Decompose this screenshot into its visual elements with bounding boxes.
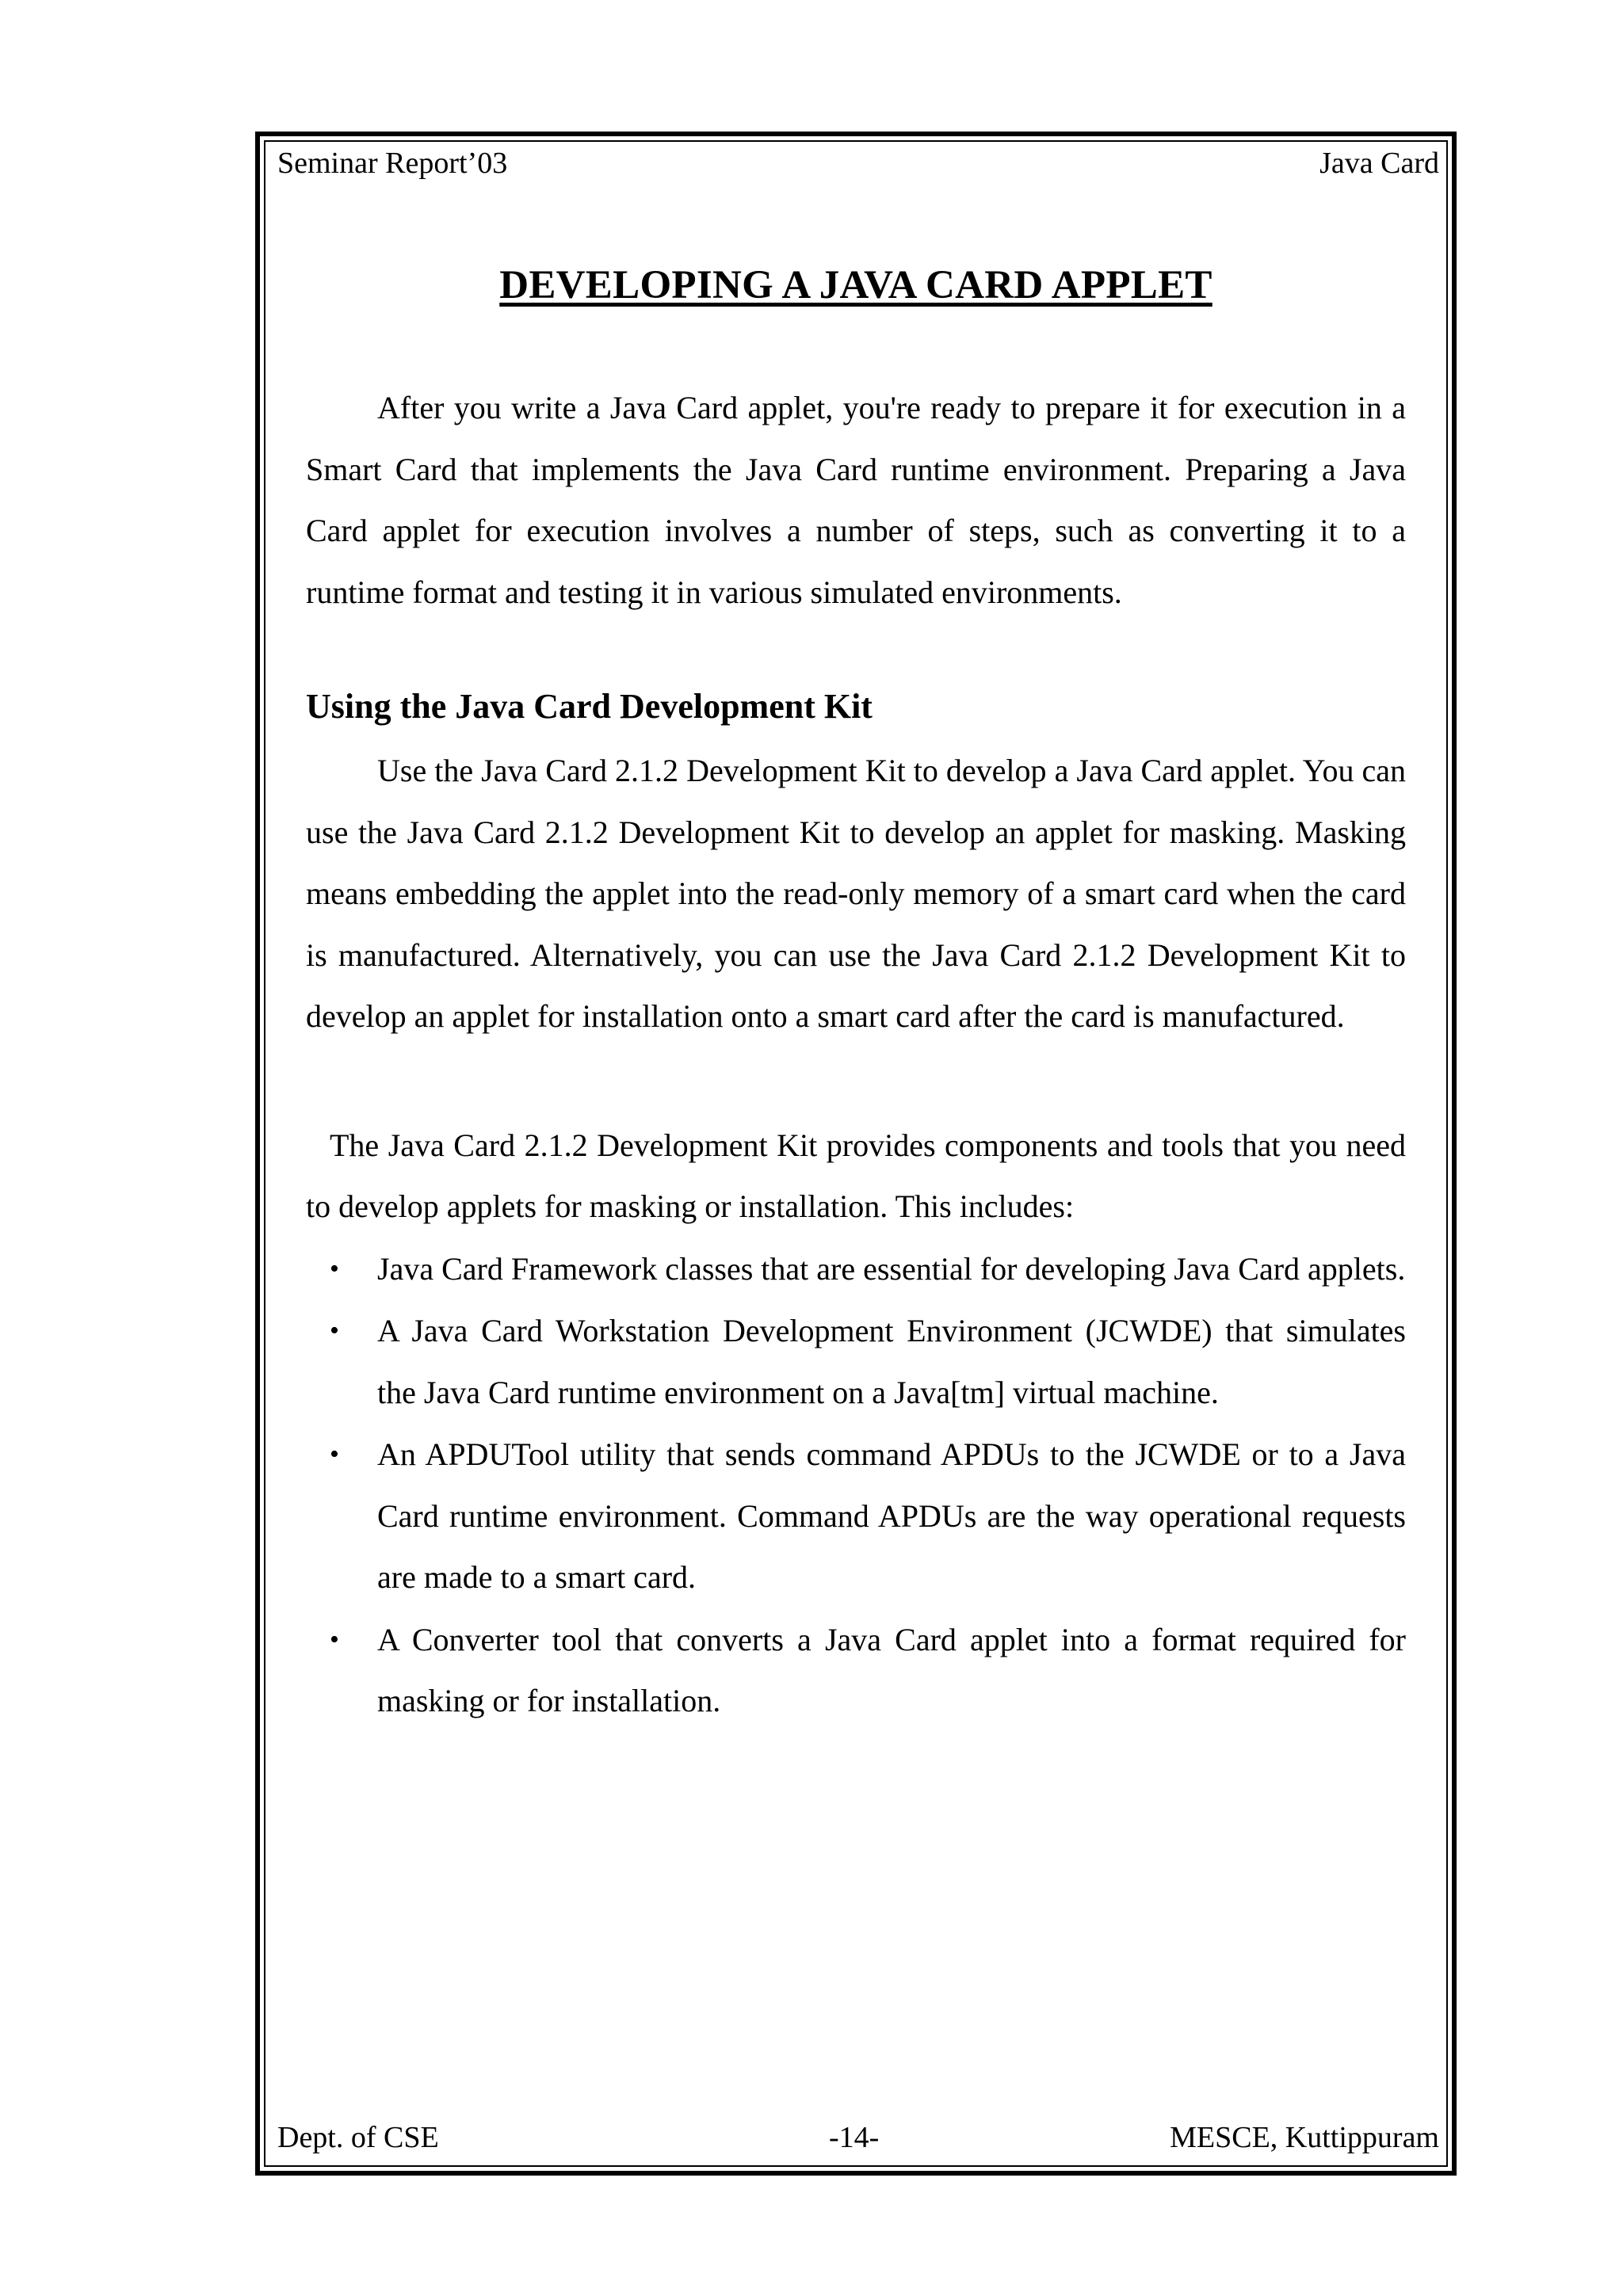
footer-institution: MESCE, Kuttippuram: [1170, 2121, 1439, 2154]
list-item: [306, 1238, 1406, 1300]
components-list: [306, 1238, 1406, 1732]
list-item-text: A Java Card Workstation Development Environment (JCWDE) that simulates the Java Card runtime environment on a Java[tm] virtual machine.: [377, 1313, 1406, 1410]
footer-department: Dept. of CSE: [277, 2121, 439, 2154]
page-title: DEVELOPING A JAVA CARD APPLET: [499, 263, 1212, 307]
list-item-text: Java Card Framework classes that are essential for developing Java Card applets.: [377, 1250, 1406, 1287]
list-item-text: A Converter tool that converts a Java Card applet into a format required for masking or for installation.: [377, 1621, 1406, 1718]
page-content: [306, 254, 1406, 1732]
bullet-icon: •: [330, 1253, 339, 1283]
development-kit-paragraph: Use the Java Card 2.1.2 Development Kit to develop a Java Card applet. You can use the Java Card 2.1.2 Development Kit to develop an applet for masking. Masking means embedding the applet into the read-only memory of a smart card when the card is manufactured. Alternatively, you can use the Java Card 2.1.2 Development Kit to develop an applet for installation onto a smart card after the card is manufactured.: [306, 753, 1406, 1034]
header-report-label: Seminar Report’03: [277, 147, 508, 180]
header-topic-label: Java Card: [1319, 147, 1439, 180]
list-item: [306, 1609, 1406, 1732]
bullet-icon: •: [330, 1316, 339, 1345]
intro-paragraph: After you write a Java Card applet, you're ready to prepare it for execution in a Smart Card that implements the Java Card runtime environment. Preparing a Java Card applet for execution involves a number of steps, such as converting it to a runtime format and testing it in various simulated environments.: [306, 390, 1406, 610]
footer-page-number: -14-: [829, 2121, 880, 2154]
list-item-text: An APDUTool utility that sends command APDUs to the JCWDE or to a Java Card runtime environment. Command APDUs are the way operational requests are made to a smart card.: [377, 1436, 1406, 1595]
list-item: [306, 1300, 1406, 1423]
list-item: [306, 1424, 1406, 1608]
section-heading: Using the Java Card Development Kit: [306, 687, 873, 726]
components-paragraph: The Java Card 2.1.2 Development Kit provides components and tools that you need to develop applets for masking or installation. This includes:: [306, 1127, 1406, 1224]
bullet-icon: •: [330, 1624, 339, 1654]
bullet-icon: •: [330, 1440, 339, 1469]
